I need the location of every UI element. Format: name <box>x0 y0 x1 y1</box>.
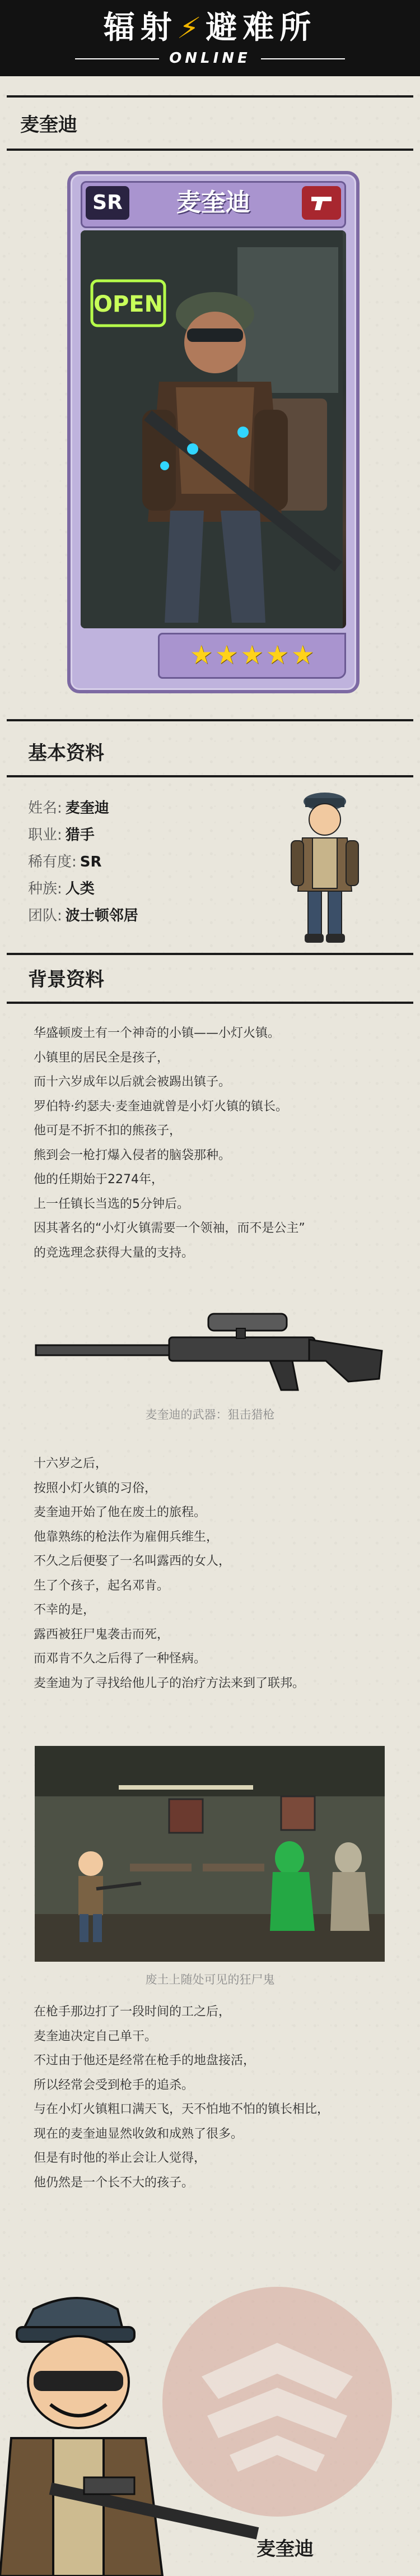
site-header <box>0 0 420 76</box>
divider <box>7 953 413 955</box>
page-title: 麦奎迪 <box>20 114 77 136</box>
background-paragraph-2: 十六岁之后， 按照小灯火镇的习俗， 麦奎迪开始了他在废土的旅程。 他靠熟练的枪法作为雇佣兵维生， 不久之后便娶了一名叫露西的女人， 生了个孩子，起名邓肯。 不幸的是， 露西被狂尸鬼袭击而死， 而邓肯不久之后得了一种怪病。 麦奎迪为了寻找给他儿子的治疗方法来到了联邦。 <box>34 1457 305 1690</box>
sniper-rifle-image <box>35 1300 385 1393</box>
info-row-job: 职业: 猎手 <box>28 827 95 844</box>
background-paragraph-1: 华盛顿废土有一个神奇的小镇——小灯火镇。 小镇里的居民全是孩子， 而十六岁成年以后就会被踢出镇子。 罗伯特·约瑟夫·麦奎迪就曾是小灯火镇的镇长。 他可是不折不扣的熊孩子， 熊到会一枪打爆入侵者的脑袋那种。 他的任期始于2274年， 上一任镇长当选的5分钟后。 因其著名的“小灯火镇需要一个领袖，而不是公主” 的竞选理念获得大量的支持。 <box>34 1026 305 1260</box>
footer-character-name: 麦奎迪 <box>256 2538 314 2560</box>
section-title-basic-info: 基本资料 <box>28 742 104 765</box>
logo-title-left: 辐射 <box>103 10 178 46</box>
vault-boy-figure <box>286 785 364 947</box>
info-row-race: 种族: 人类 <box>28 881 95 897</box>
divider <box>7 719 413 721</box>
character-card[interactable] <box>67 171 360 693</box>
ghoul-scene-image <box>35 1746 385 1962</box>
scene-caption: 废土上随处可见的狂尸鬼 <box>145 1973 275 1986</box>
pistol-icon <box>302 186 341 220</box>
background-paragraph-3: 在枪手那边打了一段时间的工之后， 麦奎迪决定自己单干。 不过由于他还是经常在枪手的地盘接活， 所以经常会受到枪手的追杀。 与在小灯火镇粗口满天飞，天不怕地不怕的镇长相比， 现在的麦奎迪显然收敛和成熟了很多。 但是有时他的举止会让人觉得， 他仍然是一个长不大的孩子。 <box>34 2005 330 2190</box>
star-rating <box>158 633 346 679</box>
neon-open-sign: OPEN <box>93 291 164 317</box>
rifle-caption: 麦奎迪的武器：狙击猎枪 <box>145 1408 275 1421</box>
divider <box>7 95 413 98</box>
star-icon: ★ <box>265 640 289 670</box>
star-icon: ★ <box>215 640 239 670</box>
card-name: 麦奎迪 <box>176 188 250 217</box>
character-portrait <box>81 230 346 628</box>
star-icon: ★ <box>189 640 213 670</box>
info-row-name: 姓名: 麦奎迪 <box>28 800 109 817</box>
divider <box>7 775 413 777</box>
divider <box>7 1002 413 1004</box>
vault-boy-mascot <box>0 2287 263 2576</box>
star-icon: ★ <box>291 640 315 670</box>
logo-title-right: 避难所 <box>206 10 317 46</box>
site-logo[interactable] <box>0 10 420 67</box>
divider <box>7 149 413 151</box>
rarity-badge: SR <box>86 186 129 220</box>
logo-title <box>0 10 420 47</box>
section-title-background: 背景资料 <box>28 969 104 991</box>
lightning-bolt-icon: ⚡ <box>175 12 208 45</box>
star-icon: ★ <box>240 640 264 670</box>
logo-subtitle: ONLINE <box>159 50 261 67</box>
card-header <box>81 181 346 228</box>
info-row-rarity: 稀有度: SR <box>28 854 102 870</box>
info-row-team: 团队: 波士顿邻居 <box>28 907 138 924</box>
